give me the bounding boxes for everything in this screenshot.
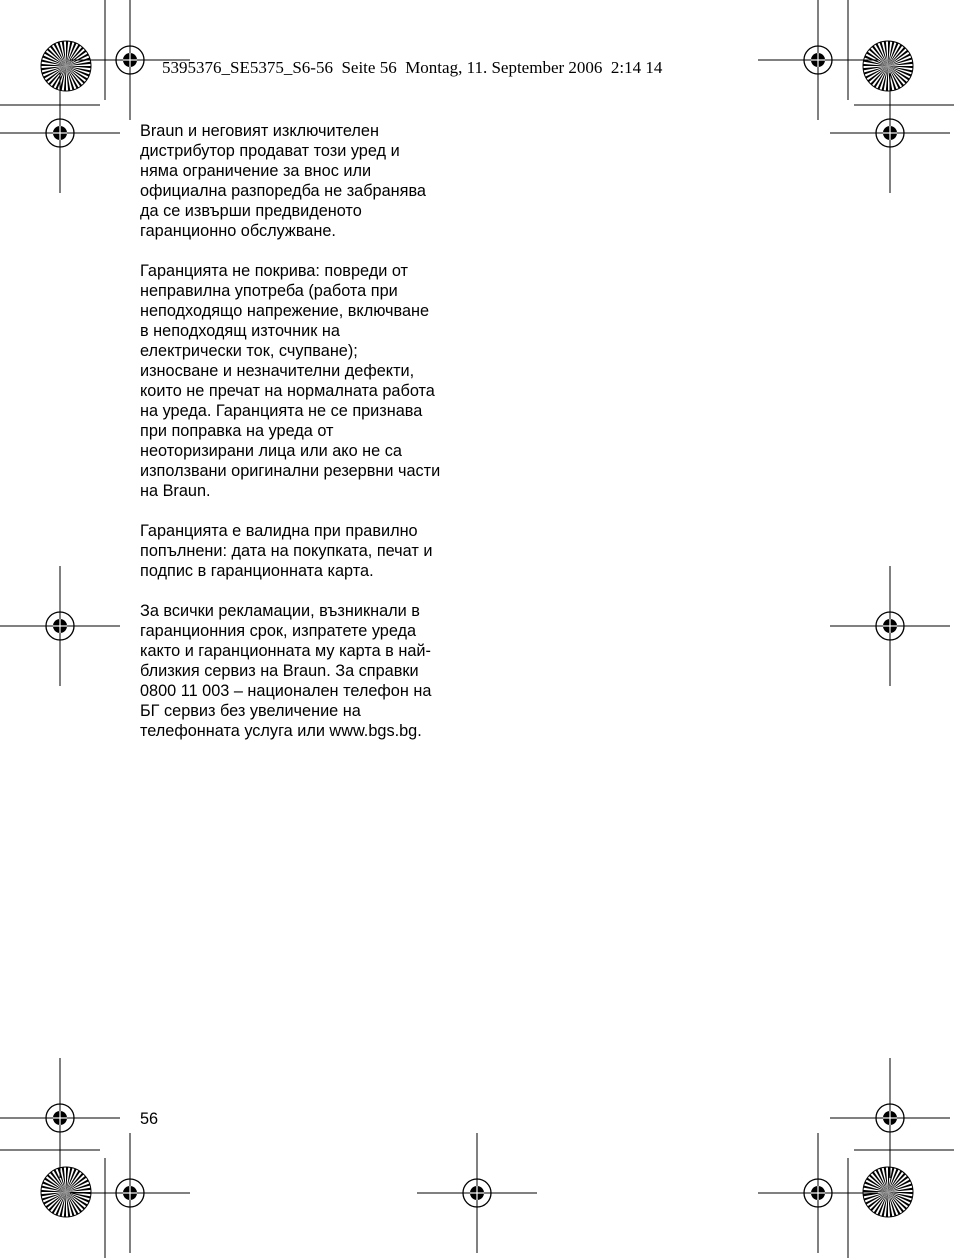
registration-mark — [0, 73, 120, 193]
paragraph: Гаранцията е валидна при правилно попълнени: дата на покупката, печат и подпис в гаранционната карта. — [140, 522, 433, 580]
registration-mark — [830, 566, 950, 686]
paragraph: Braun и неговият изключителен дистрибутор продават този уред и няма ограничение за внос или официална разпоредба не забранява да се извърши предвиденото гаранционно обслужване. — [140, 122, 426, 240]
starburst-mark — [863, 41, 913, 91]
page-number: 56 — [140, 1110, 159, 1128]
starburst-mark — [41, 1167, 91, 1217]
registration-mark — [758, 0, 878, 120]
registration-mark — [417, 1133, 537, 1253]
print-slug: 5395376_SE5375_S6-56 Seite 56 Montag, 11. September 2006 2:14 14 — [162, 58, 663, 77]
registration-mark — [0, 1058, 120, 1178]
starburst-mark — [863, 1167, 913, 1217]
registration-mark — [758, 1133, 878, 1253]
registration-mark — [70, 1133, 190, 1253]
starburst-mark — [41, 41, 91, 91]
registration-mark — [0, 566, 120, 686]
paragraph: За всички рекламации, възникнали в гаранционния срок, изпратете уреда както и гаранционната му карта в най- близкия сервиз на Braun. За справки 0800 11 003 – национален телефон на БГ сервиз без увеличение на телефонната услуга или www.bgs.bg. — [140, 602, 432, 740]
warranty-text — [140, 121, 470, 761]
paragraph: Гаранцията не покрива: повреди от неправилна употреба (работа при неподходящо напрежение, включване в неподходящ източник на електрически ток, счупване); износване и незначителни дефекти, които не пречат на нормалната работа на уреда. Гаранцията не се признава при поправка на уреда от неоторизирани лица или ако не са използвани оригинални резервни части на Braun. — [140, 262, 441, 500]
